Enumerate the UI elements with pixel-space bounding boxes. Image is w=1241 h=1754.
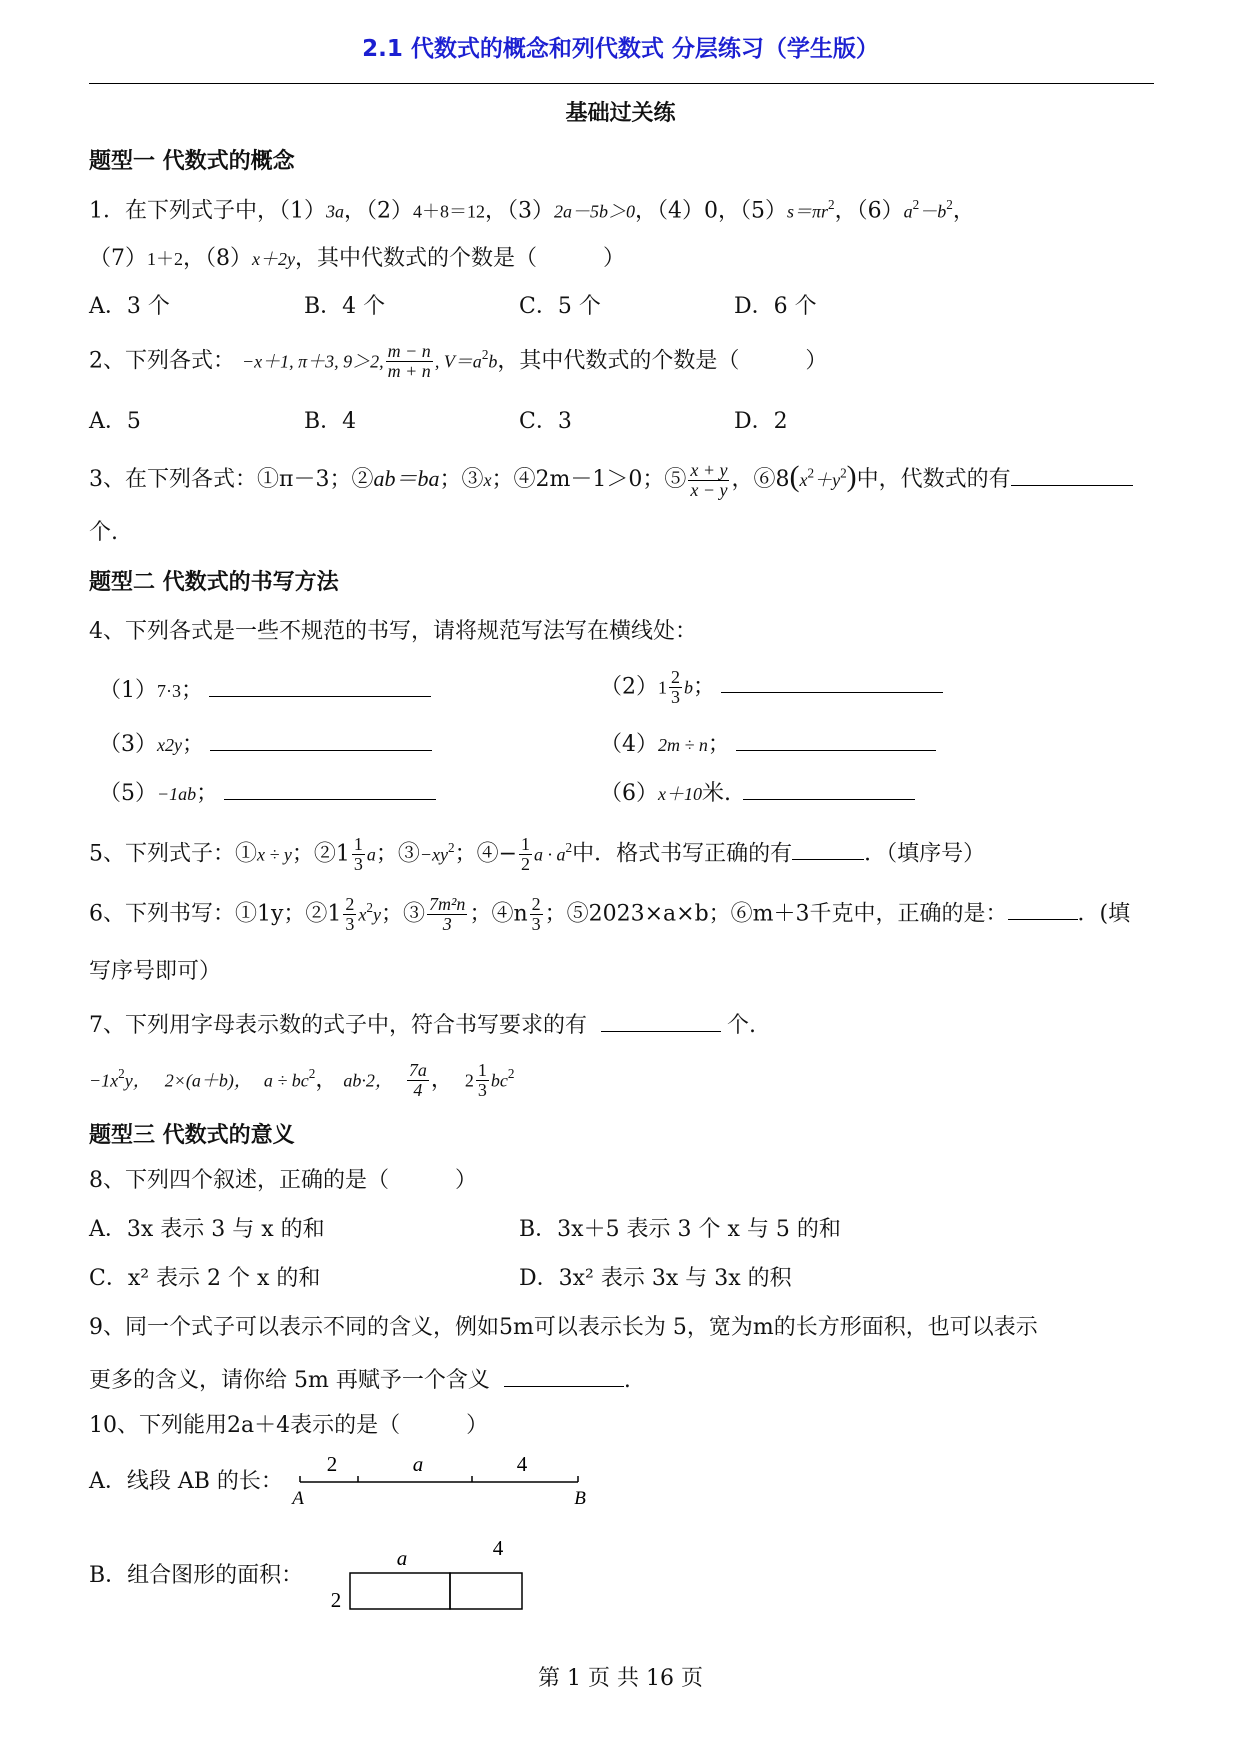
q1-option-a[interactable]: A．3 个	[89, 294, 170, 319]
q5-fraction-1: $\frac{1}{3}$	[353, 834, 363, 874]
q2-option-d[interactable]: D．2	[734, 409, 788, 434]
q4-item-5: （5）−1ab；	[99, 777, 436, 807]
q4-text: 4、下列各式是一些不规范的书写，请将规范写法写在横线处：	[89, 619, 697, 644]
type-three-heading: 题型三 代数式的意义	[89, 1123, 295, 1148]
q3-line2: 个.	[89, 520, 118, 545]
segment-diagram	[290, 1440, 610, 1510]
q8-option-d[interactable]: D．3x² 表示 3x 与 3x 的积	[519, 1266, 792, 1291]
type-one-heading: 题型一 代数式的概念	[89, 149, 295, 174]
q1-line2: （7）1＋2，（8）x＋2y，其中代数式的个数是（ ）	[89, 246, 625, 271]
q6-fraction-2: $\frac{\text{7m²n}}{3}$	[429, 894, 466, 934]
q3-line1: 3、在下列各式：①π－3；②ab＝ba；③x；④2m－1＞0；⑤ $\frac{x + y}{x - y}$ ，$⑥8(x^2+y^2)$中，代数式的有	[89, 459, 1133, 499]
q2-option-a[interactable]: A．5	[89, 409, 141, 434]
q4-blank-1[interactable]	[209, 674, 431, 697]
q10-option-a[interactable]: A．线段 AB 的长：	[89, 1469, 283, 1494]
q2-option-c[interactable]: C．3	[519, 409, 572, 434]
q4-item-3: （3）x2y；	[99, 728, 432, 758]
q6-line2: 写序号即可）	[89, 959, 222, 984]
q4-fraction: $\frac{2}{3}$	[671, 667, 680, 707]
q8-text: 8、下列四个叙述，正确的是（ ）	[89, 1168, 477, 1193]
q4-blank-2[interactable]	[721, 670, 943, 693]
q7-line2: $-1x^2y$， 2×(a＋b)， $a \div bc^2$， ab·2， $\frac{7a}{4}$ ， 2 $\frac{1}{3}$ $bc^2$	[89, 1060, 515, 1100]
q4-blank-4[interactable]	[736, 728, 936, 751]
q8-option-b[interactable]: B．3x＋5 表示 3 个 x 与 5 的和	[519, 1217, 841, 1242]
q1-option-b[interactable]: B．4 个	[304, 294, 386, 319]
q3-answer-blank[interactable]	[1011, 463, 1133, 486]
q6-fraction-1: $\frac{2}{3}$	[345, 894, 355, 934]
q7-fraction-2: $\frac{1}{3}$	[477, 1060, 487, 1100]
rectangle-diagram	[320, 1515, 580, 1615]
q5-line: 5、下列式子：①x ÷ y；②1 $\frac{1}{3}$ a；$③-xy^2$；④− $\frac{1}{2}$ $a \cdot a^2$中．格式书写正确的有 ．（填序号）	[89, 834, 986, 874]
q5-fraction-2: $\frac{1}{2}$	[521, 834, 531, 874]
segment-end-a: A	[292, 1488, 304, 1509]
q4-blank-6[interactable]	[743, 777, 915, 800]
q9-line2: 更多的含义，请你给 5m 再赋予一个含义 .	[89, 1364, 631, 1394]
q3-fraction: $\frac{x + y}{x - y}$	[690, 459, 728, 500]
page-header: 2.1 代数式的概念和列代数式 分层练习（学生版）	[362, 36, 879, 62]
q6-fraction-3: $\frac{2}{3}$	[531, 894, 541, 934]
type-two-heading: 题型二 代数式的书写方法	[89, 570, 339, 595]
q2-option-b[interactable]: B．4	[304, 409, 357, 434]
segment-label-4: 4	[516, 1452, 528, 1476]
q4-blank-5[interactable]	[224, 777, 436, 800]
section-title: 基础过关练	[565, 101, 676, 126]
page-footer: 第 1 页 共 16 页	[538, 1666, 703, 1691]
q10-option-b[interactable]: B．组合图形的面积：	[89, 1563, 304, 1588]
q1-option-d[interactable]: D．6 个	[734, 294, 817, 319]
q7-fraction-1: $\frac{7a}{4}$	[408, 1060, 427, 1100]
q4-item-2: （2）1 $\frac{2}{3}$ b；	[600, 668, 943, 707]
q2-line: 2、下列各式： −x＋1, π＋3, 9＞2, $\frac{m - n}{m + n}$ , $V=a^2b$，其中代数式的个数是（ ）	[89, 341, 828, 381]
q4-item-4: （4）2m ÷ n；	[600, 728, 936, 758]
q10-text: 10、下列能用2a＋4表示的是（ ）	[89, 1413, 489, 1438]
q8-option-c[interactable]: C．x² 表示 2 个 x 的和	[89, 1266, 321, 1291]
segment-label-a: a	[412, 1452, 424, 1476]
q1-line1: 1．在下列式子中，（1）3a，（2）4＋8＝12，（3）2a－5b＞0，（4）0，$(5)s=\pi r^2$，$(6)a^2-b^2$，	[89, 197, 975, 224]
q2-fraction: $\frac{m - n}{m + n}$	[387, 341, 431, 381]
header-rule	[89, 83, 1154, 84]
q8-option-a[interactable]: A．3x 表示 3 与 x 的和	[89, 1217, 325, 1242]
rect-label-a: a	[396, 1546, 408, 1570]
q9-answer-blank[interactable]	[504, 1364, 624, 1387]
q7-answer-blank[interactable]	[601, 1009, 721, 1032]
q6-line1: 6、下列书写：①1y；②1 $\frac{2}{3}$ $x^2y$；③ $\frac{\text{7m²n}}{3}$ ；④n $\frac{2}{3}$ ；⑤2023×a×b；⑥m＋3千克中，正确的是： ．(填	[89, 894, 1131, 934]
rect-label-2: 2	[330, 1588, 342, 1612]
q5-answer-blank[interactable]	[792, 837, 864, 860]
q9-line1: 9、同一个式子可以表示不同的含义，例如5m可以表示长为 5，宽为m的长方形面积，也可以表示	[89, 1315, 1038, 1340]
q1-option-c[interactable]: C．5 个	[519, 294, 601, 319]
q6-answer-blank[interactable]	[1008, 897, 1078, 920]
q4-item-1: （1）7·3；	[99, 674, 431, 704]
rect-label-4: 4	[492, 1536, 504, 1560]
q7-line1: 7、下列用字母表示数的式子中，符合书写要求的有 个.	[89, 1009, 756, 1039]
segment-end-b: B	[574, 1488, 586, 1509]
segment-label-2: 2	[326, 1452, 338, 1476]
q4-item-6: （6）x＋10米.	[600, 777, 915, 807]
q4-blank-3[interactable]	[210, 728, 432, 751]
